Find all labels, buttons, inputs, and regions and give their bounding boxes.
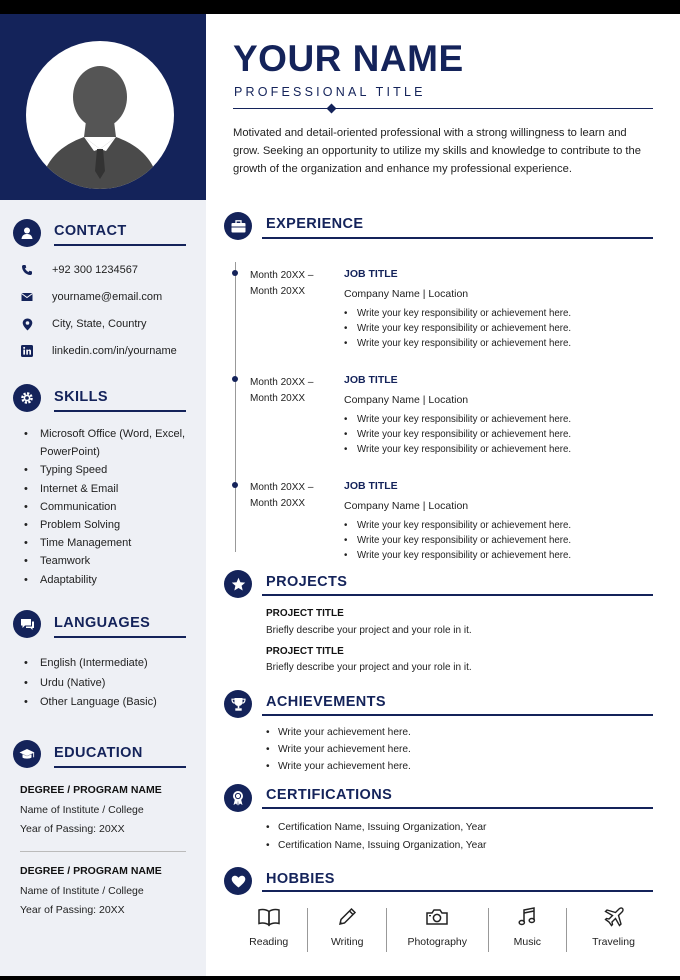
achievements-heading: ACHIEVEMENTS [266,694,387,710]
award-ribbon-icon [224,784,252,812]
skills-gear-icon [13,384,41,412]
achievements-rule [262,714,653,716]
certifications-rule [262,807,653,809]
trophy-icon [224,690,252,718]
experience-rule [262,237,653,239]
hobby-reading [230,906,307,956]
resume-page [0,14,680,976]
heart-icon [224,867,252,895]
contact-heading: CONTACT [54,223,127,239]
list-item: • Write your key responsibility or achievement here. [344,336,571,351]
list-item: • Teamwork [24,552,192,570]
education-entry [20,862,162,921]
person-silhouette-icon [26,41,174,189]
list-item: • Certification Name, Issuing Organization, Year [266,819,486,837]
hobby-label: Traveling [592,936,635,948]
briefcase-icon [224,212,252,240]
job-company: Company Name | Location [344,394,469,406]
certifications-list [266,819,486,855]
hobbies-row [230,906,660,956]
languages-rule [54,636,186,638]
hobbies-rule [262,890,653,892]
achievements-list [266,724,411,775]
profile-photo-placeholder [26,41,174,189]
contact-person-icon [13,219,41,247]
phone-icon [20,263,34,277]
list-item: • Write your key responsibility or achievement here. [344,321,571,336]
list-item: • English (Intermediate) [24,654,157,674]
project-title: PROJECT TITLE [266,608,344,619]
skills-heading: SKILLS [54,389,108,405]
job-date-from: Month 20XX – [250,482,314,493]
languages-chat-icon [13,610,41,638]
job-date-from: Month 20XX – [250,270,314,281]
book-icon [257,906,281,928]
job-title: JOB TITLE [344,268,398,280]
contact-email [20,290,162,304]
timeline-dot [232,270,238,276]
list-item: • Write your key responsibility or achievement here. [344,442,571,457]
timeline-dot [232,376,238,382]
job-title: JOB TITLE [344,480,398,492]
profile-summary: Motivated and detail-oriented professional with a strong willingness to learn and grow. Seeking an opportunity to utilize my skills and knowledge to contribute to the growth of the organization and enhance my professional experience. [233,127,641,175]
hobby-label: Music [513,936,542,948]
title-rule-diamond [327,104,337,114]
job-company: Company Name | Location [344,288,469,300]
professional-title: PROFESSIONAL TITLE [234,85,426,99]
job-dates [250,480,313,511]
list-item: • Other Language (Basic) [24,693,157,713]
location-text: City, State, Country [52,318,147,330]
job-date-to: Month 20XX [250,285,306,297]
project-title: PROJECT TITLE [266,646,344,657]
skills-list [24,425,192,589]
title-rule [233,108,653,109]
list-item: • Write your key responsibility or achievement here. [344,533,571,548]
job-bullets [344,518,571,563]
map-pin-icon [20,317,34,331]
music-note-icon [517,906,537,928]
pencil-icon [336,906,358,928]
experience-timeline [235,262,236,552]
certifications-heading: CERTIFICATIONS [266,787,393,803]
airplane-icon [603,906,625,928]
list-item: • Write your key responsibility or achievement here. [344,306,571,321]
skills-rule [54,410,186,412]
star-icon [224,570,252,598]
list-item: • Typing Speed [24,461,192,479]
full-name: YOUR NAME [233,38,464,79]
hobbies-heading: HOBBIES [266,871,335,887]
job-title: JOB TITLE [344,374,398,386]
contact-linkedin [20,344,177,358]
job-bullets [344,306,571,351]
project-description: Briefly describe your project and your role in it. [266,625,472,636]
list-item: • Communication [24,498,192,516]
education-heading: EDUCATION [54,745,143,761]
list-item: • Problem Solving [24,516,192,534]
list-item: • Write your achievement here. [266,758,411,775]
passing-year: Year of Passing: 20XX [20,904,125,916]
list-item: • Time Management [24,534,192,552]
institute-name: Name of Institute / College [20,803,144,816]
projects-heading: PROJECTS [266,574,348,590]
list-item: • Adaptability [24,571,192,589]
education-graduation-cap-icon [13,740,41,768]
list-item: • Write your achievement here. [266,724,411,741]
hobby-writing [308,906,385,956]
job-dates [250,375,313,406]
sidebar [0,14,206,976]
list-item: • Internet & Email [24,480,192,498]
linkedin-icon [20,344,34,358]
list-item: • Write your key responsibility or achievement here. [344,412,571,427]
envelope-icon [20,290,34,304]
degree-name: DEGREE / PROGRAM NAME [20,865,162,877]
education-divider [20,851,186,852]
hobby-traveling [567,906,660,956]
list-item: • Write your achievement here. [266,741,411,758]
job-company: Company Name | Location [344,500,469,512]
photo-panel [0,14,206,200]
email-link[interactable]: yourname@email.com [52,291,163,303]
hobby-music [489,906,566,956]
timeline-dot [232,482,238,488]
list-item: • Write your key responsibility or achievement here. [344,427,571,442]
contact-rule [54,244,186,246]
hobby-photography [387,906,488,956]
hobby-label: Photography [407,936,468,948]
linkedin-link[interactable]: linkedin.com/in/yourname [52,345,177,357]
list-item: • Write your key responsibility or achievement here. [344,518,571,533]
job-dates [250,268,313,299]
education-rule [54,766,186,768]
contact-location [20,317,147,331]
camera-icon [425,906,449,928]
project-description: Briefly describe your project and your role in it. [266,662,472,673]
job-bullets [344,412,571,457]
education-entry [20,781,162,840]
institute-name: Name of Institute / College [20,884,144,897]
languages-heading: LANGUAGES [54,615,151,631]
list-item: • Certification Name, Issuing Organization, Year [266,837,486,855]
contact-phone [20,263,138,277]
projects-rule [262,594,653,596]
job-date-from: Month 20XX – [250,377,314,388]
list-item: • Microsoft Office (Word, Excel, PowerPoint) [24,425,192,461]
list-item: • Urdu (Native) [24,674,157,694]
degree-name: DEGREE / PROGRAM NAME [20,784,162,796]
list-item: • Write your key responsibility or achievement here. [344,548,571,563]
languages-list [24,654,157,713]
hobby-label: Writing [330,936,364,948]
experience-heading: EXPERIENCE [266,216,364,232]
hobby-label: Reading [249,936,289,948]
phone-text: +92 300 1234567 [52,264,138,276]
passing-year: Year of Passing: 20XX [20,823,125,835]
job-date-to: Month 20XX [250,392,306,404]
job-date-to: Month 20XX [250,497,306,509]
